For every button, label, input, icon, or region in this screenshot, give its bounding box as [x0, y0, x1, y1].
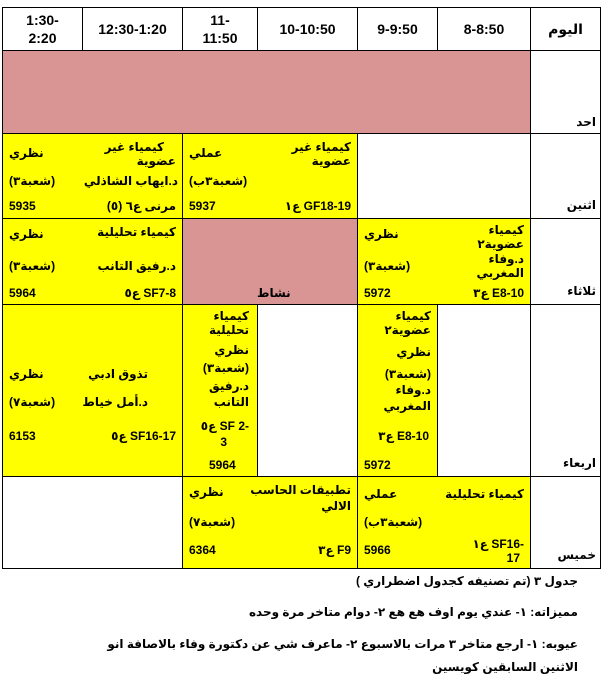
header-period-5 [82, 7, 183, 51]
course-instructor-line2: المغربي [476, 266, 524, 280]
course-code: 5935 [9, 199, 36, 213]
course-name-line1: كيمياء غير [291, 140, 351, 154]
course-room-line2: 3 [220, 435, 227, 449]
course-name-line2: عضوية٢ [384, 323, 431, 337]
tuesday-course-organic [357, 218, 531, 305]
course-type: نظري [9, 146, 44, 160]
course-section: (شعبة٣) [202, 361, 249, 375]
course-instructor-line2: المغربي [383, 399, 431, 413]
day-monday [530, 133, 601, 219]
course-section: (شعبة٣) [384, 367, 431, 381]
course-name-line1: كيمياء [488, 223, 524, 237]
day-tuesday-label: ثلاثاء [567, 284, 596, 298]
course-instructor: د.رفيق التانب [97, 259, 176, 273]
course-section: (شعبة٣) [9, 174, 56, 188]
course-type: نظري [396, 345, 431, 359]
course-name-line2: عضوية [311, 154, 351, 168]
day-thursday-label: خميس [557, 548, 596, 562]
course-name: كيمياء تحليلية [97, 225, 176, 239]
header-period-4-line1: 11- [210, 12, 230, 28]
course-section: (شعبة٧) [189, 515, 236, 529]
course-instructor-line1: د.وفاء [488, 252, 524, 266]
course-name-line1: كيمياء غير [104, 140, 164, 154]
course-name-line2: عضوية٢ [477, 237, 524, 251]
course-instructor-line1: د.رفيق [209, 379, 249, 393]
day-monday-label: اثنين [566, 198, 596, 212]
course-name-line2: تحليلية [208, 323, 249, 337]
monday-empty-slot [357, 133, 531, 219]
header-period-3 [257, 7, 358, 51]
sunday-off-block [2, 50, 531, 134]
course-room: مرنى ع٦ (٥) [106, 199, 176, 213]
day-sunday [530, 50, 601, 134]
header-period-2-label: 9-9:50 [377, 21, 418, 37]
course-name-line1: تطبيقات الحاسب [250, 483, 351, 497]
course-code: 6153 [9, 429, 36, 443]
course-room: ع٣ E8-10 [378, 429, 429, 443]
schedule-note-cons-line1: عيوبه: ١- ارجع متاخر ٣ مرات بالاسبوع ٢- ماعرف شي عن دكتورة وفاء بالاصافة انو [107, 637, 578, 651]
wednesday-empty-slot-2 [257, 304, 358, 477]
header-period-6-line1: 1:30- [26, 12, 59, 28]
course-code: 5937 [189, 199, 216, 213]
course-type: نظري [364, 227, 399, 241]
day-wednesday [530, 304, 601, 477]
course-name: كيمياء تحليلية [445, 487, 524, 501]
thursday-course-computer [182, 476, 358, 569]
course-room-line2: 17 [506, 551, 520, 565]
course-name: تذوق ادبي [88, 367, 148, 381]
course-room: ع١ GF18-19 [284, 199, 351, 213]
course-section: (شعبة٣ب) [189, 174, 248, 188]
monday-course-inorganic-lab [182, 133, 358, 219]
course-instructor: د.أمل خياط [82, 395, 148, 409]
course-section: (شعبة٣ب) [364, 515, 423, 529]
course-type: نظري [9, 227, 44, 241]
day-thursday [530, 476, 601, 569]
header-period-6-line2: 2:20 [28, 30, 57, 46]
course-room: ع٥ SF16-17 [111, 429, 176, 443]
course-section: (شعبة٣) [9, 259, 56, 273]
course-name-line2: عضوية [136, 154, 176, 168]
header-day [530, 7, 601, 51]
tuesday-activity-block [182, 218, 358, 305]
course-instructor-line2: التانب [213, 395, 249, 409]
monday-course-inorganic-theory [2, 133, 183, 219]
wednesday-course-analytical [182, 304, 258, 477]
course-type: نظري [9, 367, 44, 381]
schedule-note-title: جدول ٣ (تم تصنيفه كجدول اضطراري ) [355, 574, 578, 588]
course-instructor-line1: د.وفاء [395, 383, 431, 397]
wednesday-course-literature [2, 304, 183, 477]
course-instructor: د.ايهاب الشاذلي [83, 174, 178, 188]
course-code: 5964 [209, 458, 236, 472]
course-code: 5972 [364, 458, 391, 472]
thursday-empty-slot [2, 476, 183, 569]
course-code: 5966 [364, 543, 391, 557]
day-tuesday [530, 218, 601, 305]
header-period-6 [2, 7, 83, 51]
day-wednesday-label: اربعاء [563, 456, 596, 470]
header-period-1-label: 8-8:50 [463, 21, 505, 37]
wednesday-course-organic [357, 304, 438, 477]
course-code: 6364 [189, 543, 216, 557]
header-day-label: اليوم [548, 21, 583, 37]
course-type: نظري [189, 485, 224, 499]
course-room: ع٣ F9 [318, 543, 351, 557]
header-period-5-label: 12:30-1:20 [98, 21, 167, 37]
course-type: عملي [364, 487, 398, 501]
course-name-line1: كيمياء [213, 309, 249, 323]
wednesday-empty-slot-1 [437, 304, 531, 477]
activity-label: نشاط [257, 286, 291, 300]
course-section: (شعبة٧) [9, 395, 56, 409]
header-period-4 [182, 7, 258, 51]
tuesday-course-analytical [2, 218, 183, 305]
header-period-3-label: 10-10:50 [279, 21, 336, 37]
course-room: ع٥ SF7-8 [124, 286, 176, 300]
course-room: ع٣ E8-10 [473, 286, 524, 300]
course-section: (شعبة٣) [364, 259, 411, 273]
course-code: 5972 [364, 286, 391, 300]
course-room-line1: ع١ SF16- [472, 537, 524, 551]
header-period-1 [437, 7, 531, 51]
header-period-4-line2: 11:50 [202, 30, 238, 46]
course-code: 5964 [9, 286, 36, 300]
day-sunday-label: احد [576, 115, 596, 129]
course-name-line2: الالي [321, 499, 351, 513]
header-period-2 [357, 7, 438, 51]
schedule-note-pros: مميزاته: ١- عندي يوم اوف هع هع ٢- دوام متاخر مرة وحده [248, 605, 578, 619]
course-type: نظري [214, 343, 249, 357]
course-room-line1: ع٥ SF 2- [200, 419, 249, 433]
course-type: عملي [189, 146, 223, 160]
schedule-note-cons-line2: الاثنين السابقين كويسين [432, 660, 578, 674]
thursday-course-analytical-lab [357, 476, 531, 569]
course-name-line1: كيمياء [395, 309, 431, 323]
